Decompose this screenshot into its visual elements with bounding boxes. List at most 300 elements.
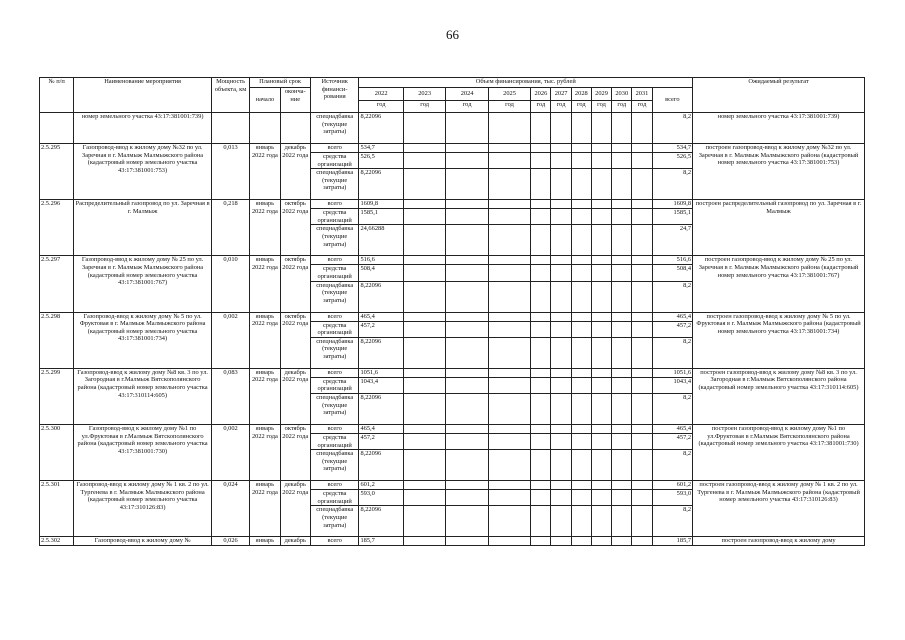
table-row xyxy=(40,144,865,153)
header-year-unit: год xyxy=(591,101,611,113)
amount-empty xyxy=(488,312,530,321)
amount-empty xyxy=(632,312,652,321)
amount-empty xyxy=(446,281,488,312)
amount-empty xyxy=(488,481,530,490)
item-result: построен газопровод-ввод к жилому дому №1 по ул.Фруктовая в г.Малмыж Вятскополянского района (кадастровый номер земельного участка 43:17:381001:730) xyxy=(693,424,865,480)
header-year: 2026 xyxy=(531,88,551,101)
amount-empty xyxy=(551,506,571,537)
amount-2022: 465,4 xyxy=(359,312,403,321)
amount-empty xyxy=(612,225,632,256)
amount-empty xyxy=(446,144,488,153)
item-end: октябрь 2022 года xyxy=(280,200,310,256)
amount-empty xyxy=(551,209,571,225)
item-name: Газопровод-ввод к жилому дому № 1 кв. 2 по ул. Тургенева в г. Малмыж Малмыжского района (кадастровый номер земельного участка 43:17:310126:83) xyxy=(74,481,211,537)
item-number: 2.5.299 xyxy=(40,368,74,424)
amount-total: 1609,8 xyxy=(652,200,692,209)
amount-empty xyxy=(403,312,445,321)
amount-empty xyxy=(571,225,591,256)
amount-empty xyxy=(571,450,591,481)
amount-total: 8,2 xyxy=(652,169,692,200)
item-number: 2.5.298 xyxy=(40,312,74,368)
amount-2022: 8,22096 xyxy=(359,393,403,424)
page-number: 66 xyxy=(446,27,459,42)
amount-empty xyxy=(551,490,571,506)
amount-2022: 516,6 xyxy=(359,256,403,265)
amount-empty xyxy=(551,153,571,169)
amount-empty xyxy=(403,153,445,169)
amount-empty xyxy=(403,337,445,368)
amount-total: 601,2 xyxy=(652,481,692,490)
amount-total: 516,6 xyxy=(652,256,692,265)
table-row xyxy=(40,312,865,321)
amount-2022: 508,4 xyxy=(359,265,403,281)
funding-table-container xyxy=(39,77,865,640)
amount-empty xyxy=(403,537,445,546)
item-result: построен газопровод-ввод к жилому дому №8 кв. 3 по ул. Загородная в г.Малмыж Вятскополянского района (кадастровый номер земельного участка 43:17:310114:605) xyxy=(693,368,865,424)
amount-empty xyxy=(612,368,632,377)
amount-empty xyxy=(632,225,652,256)
carryover-row xyxy=(40,113,865,144)
header-year-unit: год xyxy=(632,101,652,113)
amount-total: 534,7 xyxy=(652,144,692,153)
amount-empty xyxy=(488,377,530,393)
amount-empty xyxy=(591,368,611,377)
funding-source: средства организаций xyxy=(310,153,359,169)
amount-empty xyxy=(403,200,445,209)
header-year-unit: год xyxy=(612,101,632,113)
amount-total: 8,2 xyxy=(652,337,692,368)
amount-empty xyxy=(531,368,551,377)
item-result: построен распределительный газопровод по ул. Заречная в г. Малмыж xyxy=(693,200,865,256)
amount-empty xyxy=(446,424,488,433)
amount-empty xyxy=(488,209,530,225)
amount-total: 8,2 xyxy=(652,506,692,537)
amount-total: 526,5 xyxy=(652,153,692,169)
amount-2022: 457,2 xyxy=(359,433,403,449)
item-result: построен газопровод-ввод к жилому дому № 25 по ул. Заречная в г. Малмыж Малмыжского района (кадастровый номер земельного участка 43:17:381001:767) xyxy=(693,256,865,312)
amount-empty xyxy=(571,144,591,153)
header-year-unit: год xyxy=(403,101,445,113)
amount-empty xyxy=(531,450,551,481)
table-body xyxy=(40,113,865,546)
amount-empty xyxy=(571,393,591,424)
amount-empty xyxy=(531,200,551,209)
item-result: построен газопровод-ввод к жилому дому xyxy=(693,537,865,546)
amount-empty xyxy=(403,377,445,393)
item-start: январь 2022 года xyxy=(250,424,280,480)
amount-2022: 8,22096 xyxy=(359,281,403,312)
amount-empty xyxy=(591,312,611,321)
header-year: 2030 xyxy=(612,88,632,101)
amount-empty xyxy=(571,424,591,433)
item-number: 2.5.302 xyxy=(40,537,74,546)
amount-empty xyxy=(531,337,551,368)
amount-empty xyxy=(612,424,632,433)
amount-empty xyxy=(403,481,445,490)
amount-empty xyxy=(488,368,530,377)
funding-source: спецнадбавка (текущие затраты) xyxy=(310,225,359,256)
item-number: 2.5.300 xyxy=(40,424,74,480)
item-name: Газопровод-ввод к жилому дому № xyxy=(74,537,211,546)
funding-table xyxy=(39,77,865,546)
amount-total: 8,2 xyxy=(652,450,692,481)
amount-empty xyxy=(571,200,591,209)
amount-empty xyxy=(446,481,488,490)
amount-empty xyxy=(446,312,488,321)
amount-2022: 1051,6 xyxy=(359,368,403,377)
amount-total: 8,2 xyxy=(652,393,692,424)
amount-empty xyxy=(571,265,591,281)
header-year-unit: год xyxy=(488,101,530,113)
amount-empty xyxy=(612,256,632,265)
item-end: октябрь 2022 года xyxy=(280,256,310,312)
amount-2022: 465,4 xyxy=(359,424,403,433)
amount-2022: 185,7 xyxy=(359,537,403,546)
item-start: январь 2022 года xyxy=(250,481,280,537)
amount-empty xyxy=(612,281,632,312)
item-name: Газопровод-ввод к жилому дому №32 по ул. Заречная в г. Малмыж Малмыжского района (кадастровый номер земельного участка 43:17:381001:753) xyxy=(74,144,211,200)
amount-empty xyxy=(551,433,571,449)
amount-empty xyxy=(531,256,551,265)
amount-empty xyxy=(446,506,488,537)
table-row xyxy=(40,537,865,546)
amount-empty xyxy=(591,265,611,281)
amount-empty xyxy=(403,281,445,312)
amount-empty xyxy=(591,281,611,312)
amount-empty xyxy=(531,153,551,169)
item-start: январь 2022 года xyxy=(250,368,280,424)
funding-source: спецнадбавка (текущие затраты) xyxy=(310,337,359,368)
header-year: 2025 xyxy=(488,88,530,101)
amount-empty xyxy=(531,321,551,337)
item-end: октябрь 2022 года xyxy=(280,312,310,368)
amount-empty xyxy=(551,450,571,481)
header-year-unit: год xyxy=(571,101,591,113)
amount-empty xyxy=(446,321,488,337)
amount-empty xyxy=(446,368,488,377)
amount-empty xyxy=(531,393,551,424)
item-name: Газопровод-ввод к жилому дому №8 кв. 3 по ул. Загородная в г.Малмыж Вятскополянского района (кадастровый номер земельного участка 43:17:310114:605) xyxy=(74,368,211,424)
amount-empty xyxy=(531,209,551,225)
funding-source: средства организаций xyxy=(310,377,359,393)
amount-empty xyxy=(632,481,652,490)
amount-empty xyxy=(612,312,632,321)
funding-source: всего xyxy=(310,481,359,490)
amount-total: 593,0 xyxy=(652,490,692,506)
amount-empty xyxy=(632,153,652,169)
amount-total: 8,2 xyxy=(652,281,692,312)
amount-empty xyxy=(488,424,530,433)
amount-empty xyxy=(551,393,571,424)
carryover-name: номер земельного участка 43:17:381001:739) xyxy=(74,113,211,144)
amount-empty xyxy=(571,506,591,537)
amount-empty xyxy=(551,537,571,546)
amount-2022: 8,22096 xyxy=(359,337,403,368)
header-year: 2028 xyxy=(571,88,591,101)
amount-empty xyxy=(551,281,571,312)
funding-source: всего xyxy=(310,312,359,321)
amount-empty xyxy=(571,256,591,265)
amount-empty xyxy=(632,337,652,368)
amount-empty xyxy=(446,537,488,546)
amount-empty xyxy=(612,433,632,449)
amount-empty xyxy=(446,377,488,393)
funding-source: средства организаций xyxy=(310,490,359,506)
item-end: декабрь 2022 года xyxy=(280,368,310,424)
amount-empty xyxy=(612,209,632,225)
amount-empty xyxy=(531,506,551,537)
amount-empty xyxy=(531,225,551,256)
item-end: октябрь 2022 года xyxy=(280,424,310,480)
item-end: декабрь 2022 года xyxy=(280,481,310,537)
amount-empty xyxy=(632,144,652,153)
amount-2022: 1043,4 xyxy=(359,377,403,393)
amount-empty xyxy=(571,153,591,169)
item-number: 2.5.301 xyxy=(40,481,74,537)
amount-2022: 8,22096 xyxy=(359,450,403,481)
amount-total: 1585,1 xyxy=(652,209,692,225)
item-capacity: 0,083 xyxy=(211,368,249,424)
item-result: построен газопровод-ввод к жилому дому № 1 кв. 2 по ул. Тургенева в г. Малмыж Малмыжского района (кадастровый номер земельного участка 43:17:310126:83) xyxy=(693,481,865,537)
carryover-total: 8,2 xyxy=(652,113,692,144)
amount-empty xyxy=(488,256,530,265)
header-year-unit: год xyxy=(446,101,488,113)
table-row xyxy=(40,200,865,209)
amount-empty xyxy=(488,265,530,281)
amount-empty xyxy=(612,144,632,153)
header-year-unit: год xyxy=(359,101,403,113)
amount-empty xyxy=(531,537,551,546)
amount-empty xyxy=(632,450,652,481)
item-name: Газопровод-ввод к жилому дому №1 по ул.Фруктовая в г.Малмыж Вятскополянского района (кадастровый номер земельного участка 43:17:381001:730) xyxy=(74,424,211,480)
amount-empty xyxy=(531,377,551,393)
amount-empty xyxy=(551,225,571,256)
amount-empty xyxy=(571,537,591,546)
amount-empty xyxy=(446,265,488,281)
table-row xyxy=(40,481,865,490)
amount-empty xyxy=(612,537,632,546)
header-year: 2027 xyxy=(551,88,571,101)
header-year-unit: год xyxy=(531,101,551,113)
amount-empty xyxy=(551,424,571,433)
header-year: 2023 xyxy=(403,88,445,101)
amount-total: 185,7 xyxy=(652,537,692,546)
amount-2022: 1609,8 xyxy=(359,200,403,209)
header-no: № п/п xyxy=(40,78,74,113)
amount-empty xyxy=(632,281,652,312)
header-year: 2029 xyxy=(591,88,611,101)
item-name: Газопровод-ввод к жилому дому № 25 по ул. Заречная в г. Малмыж Малмыжского района (кадастровый номер земельного участка 43:17:381001:767) xyxy=(74,256,211,312)
amount-total: 508,4 xyxy=(652,265,692,281)
amount-empty xyxy=(571,377,591,393)
amount-empty xyxy=(488,393,530,424)
item-capacity: 0,002 xyxy=(211,312,249,368)
table-row xyxy=(40,256,865,265)
amount-empty xyxy=(551,368,571,377)
carryover-result: номер земельного участка 43:17:381001:739) xyxy=(693,113,865,144)
funding-source: средства организаций xyxy=(310,321,359,337)
item-number: 2.5.296 xyxy=(40,200,74,256)
funding-source: всего xyxy=(310,368,359,377)
amount-empty xyxy=(591,225,611,256)
amount-empty xyxy=(571,281,591,312)
amount-empty xyxy=(403,225,445,256)
amount-empty xyxy=(446,200,488,209)
amount-empty xyxy=(551,337,571,368)
amount-empty xyxy=(403,256,445,265)
amount-empty xyxy=(571,169,591,200)
amount-empty xyxy=(632,506,652,537)
amount-empty xyxy=(446,450,488,481)
item-end: декабрь 2022 года xyxy=(280,144,310,200)
amount-empty xyxy=(632,424,652,433)
amount-empty xyxy=(446,225,488,256)
item-capacity: 0,013 xyxy=(211,144,249,200)
amount-empty xyxy=(612,153,632,169)
amount-empty xyxy=(632,537,652,546)
amount-empty xyxy=(632,200,652,209)
amount-2022: 457,2 xyxy=(359,321,403,337)
amount-empty xyxy=(446,433,488,449)
amount-empty xyxy=(403,144,445,153)
amount-empty xyxy=(551,144,571,153)
amount-empty xyxy=(531,169,551,200)
item-start: январь xyxy=(250,537,280,546)
amount-empty xyxy=(551,481,571,490)
amount-empty xyxy=(591,321,611,337)
amount-empty xyxy=(632,433,652,449)
amount-empty xyxy=(571,312,591,321)
amount-empty xyxy=(591,450,611,481)
header-name: Наименование мероприятия xyxy=(74,78,211,113)
item-result: построен газопровод-ввод к жилому дому № 5 по ул. Фруктовая в г. Малмыж Малмыжского района (кадастровый номер земельного участка 43:17:381001:734) xyxy=(693,312,865,368)
header-year-unit: год xyxy=(551,101,571,113)
amount-empty xyxy=(591,256,611,265)
amount-empty xyxy=(591,377,611,393)
header-funding: Объем финансирования, тыс. рублей xyxy=(359,78,693,88)
amount-empty xyxy=(632,393,652,424)
amount-empty xyxy=(571,337,591,368)
header-total: всего xyxy=(652,88,692,113)
item-number: 2.5.295 xyxy=(40,144,74,200)
amount-2022: 601,2 xyxy=(359,481,403,490)
amount-total: 1043,4 xyxy=(652,377,692,393)
amount-empty xyxy=(591,393,611,424)
amount-empty xyxy=(446,169,488,200)
amount-empty xyxy=(446,337,488,368)
amount-empty xyxy=(488,450,530,481)
amount-empty xyxy=(488,321,530,337)
amount-empty xyxy=(531,481,551,490)
funding-source: спецнадбавка (текущие затраты) xyxy=(310,506,359,537)
funding-source: спецнадбавка (текущие затраты) xyxy=(310,169,359,200)
amount-empty xyxy=(403,368,445,377)
carryover-2022: 8,22096 xyxy=(359,113,403,144)
amount-empty xyxy=(591,537,611,546)
carryover-source: спецнадбавка (текущие затраты) xyxy=(310,113,359,144)
amount-empty xyxy=(551,169,571,200)
amount-2022: 534,7 xyxy=(359,144,403,153)
funding-source: всего xyxy=(310,537,359,546)
amount-empty xyxy=(403,321,445,337)
amount-empty xyxy=(488,144,530,153)
amount-empty xyxy=(591,506,611,537)
amount-empty xyxy=(403,506,445,537)
amount-empty xyxy=(446,256,488,265)
funding-source: средства организаций xyxy=(310,433,359,449)
table-header xyxy=(40,78,865,113)
amount-empty xyxy=(632,169,652,200)
amount-empty xyxy=(403,169,445,200)
header-period: Плановый срок xyxy=(250,78,311,88)
item-result: построен газопровод-ввод к жилому дому №32 по ул. Заречная в г. Малмыж Малмыжского района (кадастровый номер земельного участка 43:17:381001:753) xyxy=(693,144,865,200)
amount-empty xyxy=(632,265,652,281)
item-capacity: 0,002 xyxy=(211,424,249,480)
amount-empty xyxy=(488,537,530,546)
table-row xyxy=(40,368,865,377)
amount-empty xyxy=(612,321,632,337)
amount-empty xyxy=(591,153,611,169)
amount-empty xyxy=(591,433,611,449)
item-start: январь 2022 года xyxy=(250,256,280,312)
amount-empty xyxy=(591,481,611,490)
funding-source: всего xyxy=(310,144,359,153)
amount-empty xyxy=(551,256,571,265)
amount-2022: 8,22096 xyxy=(359,506,403,537)
item-number: 2.5.297 xyxy=(40,256,74,312)
amount-total: 465,4 xyxy=(652,312,692,321)
amount-empty xyxy=(571,368,591,377)
amount-total: 457,2 xyxy=(652,321,692,337)
amount-empty xyxy=(571,209,591,225)
amount-empty xyxy=(571,433,591,449)
funding-source: спецнадбавка (текущие затраты) xyxy=(310,281,359,312)
funding-source: всего xyxy=(310,200,359,209)
item-start: январь 2022 года xyxy=(250,312,280,368)
funding-source: спецнадбавка (текущие затраты) xyxy=(310,450,359,481)
amount-empty xyxy=(403,450,445,481)
amount-empty xyxy=(551,265,571,281)
amount-empty xyxy=(403,433,445,449)
item-end: декабрь xyxy=(280,537,310,546)
funding-source: всего xyxy=(310,256,359,265)
amount-empty xyxy=(612,265,632,281)
amount-empty xyxy=(632,321,652,337)
amount-empty xyxy=(531,312,551,321)
amount-empty xyxy=(488,200,530,209)
header-year: 2031 xyxy=(632,88,652,101)
item-capacity: 0,026 xyxy=(211,537,249,546)
header-capacity: Мощность объекта, км xyxy=(211,78,249,113)
amount-empty xyxy=(403,393,445,424)
item-name: Распределительный газопровод по ул. Заречная в г. Малмыж xyxy=(74,200,211,256)
amount-2022: 593,0 xyxy=(359,490,403,506)
amount-empty xyxy=(571,490,591,506)
item-start: январь 2022 года xyxy=(250,200,280,256)
amount-empty xyxy=(551,321,571,337)
item-capacity: 0,010 xyxy=(211,256,249,312)
amount-empty xyxy=(612,481,632,490)
amount-2022: 1585,1 xyxy=(359,209,403,225)
header-source: Источник финанси-рования xyxy=(310,78,359,113)
amount-total: 457,2 xyxy=(652,433,692,449)
header-result: Ожидаемый результат xyxy=(693,78,865,113)
amount-empty xyxy=(632,209,652,225)
amount-empty xyxy=(446,393,488,424)
amount-empty xyxy=(591,424,611,433)
header-year: 2022 xyxy=(359,88,403,101)
amount-empty xyxy=(488,433,530,449)
